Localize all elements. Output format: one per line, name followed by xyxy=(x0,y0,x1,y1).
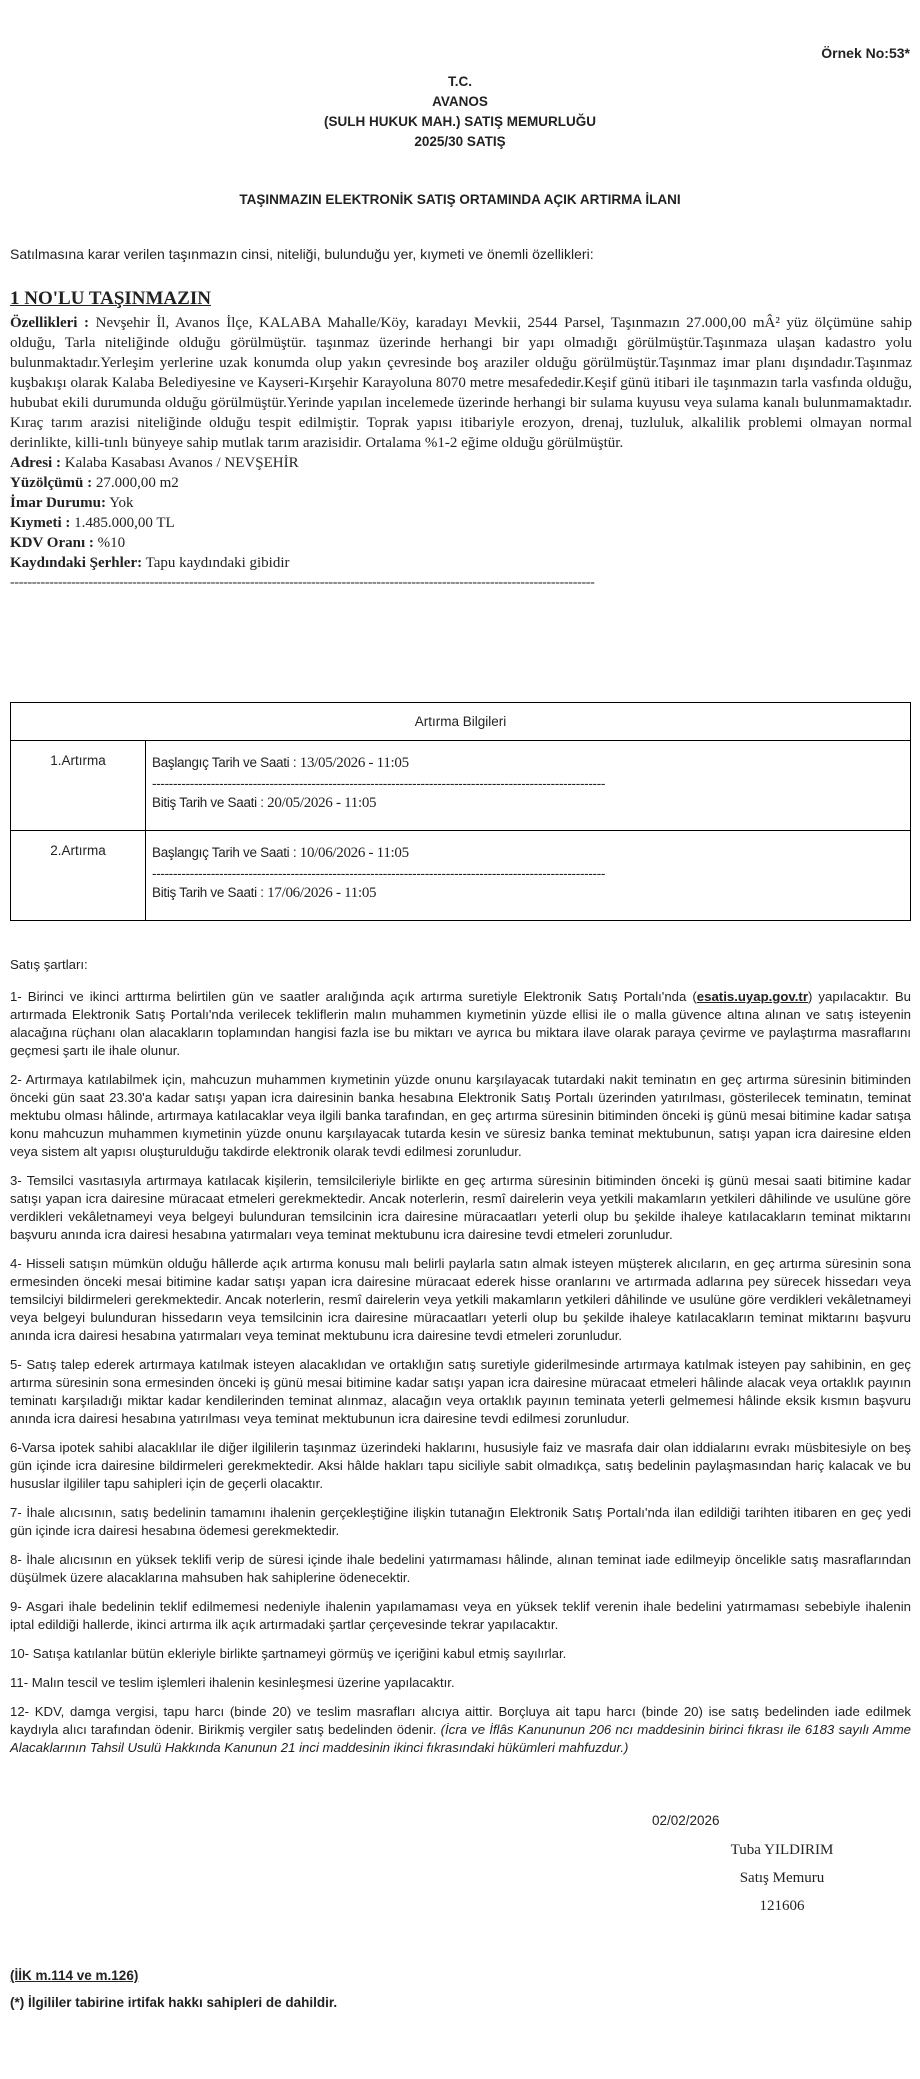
start-value: 13/05/2026 - 11:05 xyxy=(299,755,409,771)
intro-text: Satılmasına karar verilen taşınmazın cinsi, niteliği, bulunduğu yer, kıymeti ve önemli özellikleri: xyxy=(10,246,594,262)
vat-value: %10 xyxy=(97,535,126,551)
header-line-office: (SULH HUKUK MAH.) SATIŞ MEMURLUĞU xyxy=(324,114,596,129)
end-label: Bitiş Tarih ve Saati : xyxy=(152,795,264,810)
auction-round-label: 1.Artırma xyxy=(11,741,146,831)
terms-heading: Satış şartları: xyxy=(10,957,88,972)
features-text: Nevşehir İl, Avanos İlçe, KALABA Mahalle/Köy, karadayı Mevkii, 2544 Parsel, Taşınmazın 27.000,00 mÂ² yüz ölçümüne sahip olduğu, Tarla niteliğinde olduğu görülmüştür. taşınmaz üzerinde herhangi bir yapı olmadığı görülmüştür.Taşınmaza ulaşan kadastro yolu bulunmaktadır.Yerleşim yerlerine uzak konumda olup yakın çevresinde boş araziler olduğu görülmüştür.Taşınmaz imar planı dışındadır.Taşınmaz kuşbakışı olarak Kalaba Belediyesine ve Kayseri-Kırşehir Karayoluna 8070 metre mesafededir.Keşif günü itibari ile taşınmazın tarla vasfında olduğu, hububat ekili durumunda olduğu görülmüştür.Yerinde yapılan incelemede üzerinde herhangi bir sulama kuyusu veya sulama kanalı bulunmamaktadır. Kıraç tarım arazisi niteliğinde olduğu tespit edilmiştir. Toprak yapısı itibariyle erozyon, drenaj, tuzluluk, alkalilik problemi olmayan normal derinlikte, killi-tınlı bünyeye sahip mutlak tarım arazisidir. Ortalama %1-2 eğime olduğu görülmüştür. xyxy=(10,315,913,451)
footnote: (*) İlgililer tabirine irtifak hakkı sahipleri de dahildir. xyxy=(10,1995,338,2010)
start-label: Başlangıç Tarih ve Saati : xyxy=(152,755,297,770)
property-heading: 1 NO'LU TAŞINMAZIN xyxy=(10,288,211,309)
auction-info-table xyxy=(10,702,911,921)
annotations-value: Tapu kaydındaki gibidir xyxy=(145,555,290,571)
term-1-text-before: 1- Birinci ve ikinci arttırma belirtilen gün ve saatler aralığında açık artırma suretiyle Elektronik Satış Portalı'nda ( xyxy=(10,989,697,1004)
start-value: 10/06/2026 - 11:05 xyxy=(299,845,409,861)
term-1-text-after: ) yapılacaktır. Bu artırmada Elektronik Satış Portalı'nda verilecek tekliflerin malın muhammen kıymetinin yüzde ellisi ile o malla güvence altına alınan ve satış isteyenin alacağına rüçhanı olan alacakların toplamından hangisi fazla ise bu miktarı ve ayrıca bu miktara ilave olarak paraya çevirme ve paylaştırma masraflarını geçmesi şartı ile ihale olunur. xyxy=(10,989,911,1058)
term-2: 2- Artırmaya katılabilmek için, mahcuzun muhammen kıymetinin yüzde onunu karşılayacak tutardaki nakit teminatın en geç artırma süresinin bitiminden önceki gün saat 23.30'a kadar satışı yapan icra dairesinin banka hesabına Elektronik Satış Portalı üzerinden yatırılması, gösterilecek teminatın, teminat mektubu olması hâlinde, artırmaya katılacaklar veya ilgili banka tarafından, en geç artırma süresinin bitiminden önceki iş günü mesai bitimine kadar satışa konu mahcuzun muhammen kıymetinin yüzde onunu karşılayacak tutarda kesin ve süresiz banka teminat mektubunun, satışı yapan icra dairesine elden veya sistem alt yapısı oluşturulduğu takdirde elektronik olarak tevdi edilmesi zorunludur. xyxy=(10,1072,911,1159)
value-label: Kıymeti : xyxy=(10,515,71,531)
term-5: 5- Satış talep ederek artırmaya katılmak isteyen alacaklıdan ve ortaklığın satış suretiyle giderilmesinde artırmaya katılmak isteyen pay sahibinin, en geç artırma süresinin sona ermesinden önceki iş günü mesai bitimine kadar satışı yapan icra dairesine müracaat etmeleri hâlinde alacak veya ortaklık payının teminatı karşıladığı miktar kadar kendilerinden teminat alınmaz, alacağın veya ortaklık payının teminata yeterli gelmemesi hâlinde eksik kısmın başvuru anında icra dairesi hesabına yatırılması veya teminat mektubunun icra dairesine tevdi edilmesi zorunludur. xyxy=(10,1357,911,1426)
property-divider: -------------------------------------------------------------------------------------------------------------------------------------- xyxy=(10,575,595,590)
auction-dates xyxy=(146,831,911,921)
property-vat xyxy=(10,533,912,553)
sale-terms xyxy=(10,956,911,1768)
term-12-text: 12- KDV, damga vergisi, tapu harcı (binde 20) ve teslim masrafları alıcıya aittir. Borçluya ait tapu harcı (binde 20) ise satış bedelinden iade edilmek kaydıyla alıcı tarafından ödenir. Birikmiş vergiler satış bedelinden ödenir. xyxy=(10,1704,911,1737)
term-3: 3- Temsilci vasıtasıyla artırmaya katılacak kişilerin, temsilcileriyle birlikte en geç artırma süresinin bitiminden önceki iş günü mesai saati bitimine kadar satışı yapan icra dairesine müracaat etmeleri gerekmektedir. Ancak noterlerin, resmî dairelerin veya yetkili makamların yetkileri dâhilinde ve usulüne göre verdikleri vekâletnameyi veya belgeyi bulunduran temsilcinin icra dairesine müracaatları yeterli olup bu şekilde ihaleye katılacakların teminat miktarını başvuru anında icra dairesi hesabına yatırmaları veya teminat mektubunu icra dairesine tevdi etmeleri zorunludur. xyxy=(10,1173,911,1242)
header-line-tc: T.C. xyxy=(447,74,472,89)
property-features xyxy=(10,313,912,453)
end-value: 20/05/2026 - 11:05 xyxy=(267,795,377,811)
property-value xyxy=(10,513,912,533)
auction-row xyxy=(11,831,911,921)
announcement-title: TAŞINMAZIN ELEKTRONİK SATIŞ ORTAMINDA AÇIK ARTIRMA İLANI xyxy=(239,192,681,207)
end-datetime xyxy=(152,795,904,812)
zoning-label: İmar Durumu: xyxy=(10,495,106,511)
end-label: Bitiş Tarih ve Saati : xyxy=(152,885,264,900)
term-8: 8- İhale alıcısının en yüksek teklifi verip de süresi içinde ihale bedelini yatırmaması hâlinde, alınan teminat iade edilmeyip öncelikle satış masraflarından düşülmek üzere alacaklarına mahsuben hak sahiplerine ödenecektir. xyxy=(10,1552,911,1585)
law-reference: (İİK m.114 ve m.126) xyxy=(10,1968,139,1983)
header-line-city: AVANOS xyxy=(432,94,488,109)
auction-table-header: Artırma Bilgileri xyxy=(11,703,911,741)
property-zoning xyxy=(10,493,912,513)
term-7: 7- İhale alıcısının, satış bedelinin tamamını ihalenin gerçekleştiğine ilişkin tutanağın Elektronik Satış Portalı'nda ilan edildiği tarihten itibaren en geç yedi gün içinde icra dairesi hesabına ödemesi gerekmektedir. xyxy=(10,1505,911,1538)
area-value: 27.000,00 m2 xyxy=(95,475,179,491)
address-label: Adresi : xyxy=(10,455,61,471)
signature-date: 02/02/2026 xyxy=(652,1813,720,1828)
value-amount: 1.485.000,00 TL xyxy=(74,515,175,531)
signer-title: Satış Memuru xyxy=(739,1870,825,1886)
dates-divider: ------------------------------------------------------------------------------------------------------------ xyxy=(152,776,606,791)
start-datetime xyxy=(152,755,904,772)
end-value: 17/06/2026 - 11:05 xyxy=(267,885,377,901)
term-1 xyxy=(10,988,911,1060)
dates-divider: ------------------------------------------------------------------------------------------------------------ xyxy=(152,866,606,881)
property-annotations xyxy=(10,553,912,573)
sample-number: Örnek No:53* xyxy=(821,45,910,61)
term-4: 4- Hisseli satışın mümkün olduğu hâllerde açık artırma konusu malı belirli paylarla satın almak isteyen müşterek alıcıların, en geç artırma süresinin sona ermesinden önceki mesai bitimine kadar satışı yapan icra dairesine müracaat ederek hisse oranlarını ve artırmada adlarına pey sürecek hissedarı veya temsilciyi bildirmeleri gerekmektedir. Ancak noterlerin, resmî dairelerin veya yetkili makamların yetkileri dâhilinde ve usulüne göre verdikleri vekâletnameyi veya belgeyi bulunduran hissedarın veya temsilcinin icra dairesine müracaatları yeterli olup bu şekilde ihaleye katılacakların teminat miktarını başvuru anında icra dairesi hesabına yatırmaları veya teminat mektubunu icra dairesine tevdi etmeleri zorunludur. xyxy=(10,1256,911,1343)
term-11: 11- Malın tescil ve teslim işlemleri ihalenin kesinleşmesi üzerine yapılacaktır. xyxy=(10,1675,455,1690)
signer-id: 121606 xyxy=(759,1898,805,1914)
area-label: Yüzölçümü : xyxy=(10,475,93,491)
term-12 xyxy=(10,1703,911,1757)
header-line-file-no: 2025/30 SATIŞ xyxy=(414,134,506,149)
end-datetime xyxy=(152,885,904,902)
property-area xyxy=(10,473,912,493)
zoning-value: Yok xyxy=(109,495,134,511)
term-12-legal-note: (İcra ve İflâs Kanununun 206 ncı maddesinin birinci fıkrası ile 6183 sayılı Amme Alacaklarının Tahsil Usulü Hakkında Kanunun 21 inci maddesinin ikinci fıkrasındaki hükümleri mahfuzdur.) xyxy=(10,1722,912,1755)
vat-label: KDV Oranı : xyxy=(10,535,94,551)
term-9: 9- Asgari ihale bedelinin teklif edilmemesi nedeniyle ihalenin yapılamaması veya en yüksek teklif verenin ihale bedelini yatırmaması sebebiyle ihalenin iptal edildiği hallerde, ikinci artırma ilk açık artırmadaki şartlar çerçevesinde tekrar yapılacaktır. xyxy=(10,1599,911,1632)
auction-row xyxy=(11,741,911,831)
annotations-label: Kaydındaki Şerhler: xyxy=(10,555,143,571)
auction-round-label: 2.Artırma xyxy=(11,831,146,921)
property-address xyxy=(10,453,912,473)
start-datetime xyxy=(152,845,904,862)
office-header xyxy=(0,72,920,152)
signer-name: Tuba YILDIRIM xyxy=(730,1842,834,1858)
property-details xyxy=(10,313,912,593)
address-value: Kalaba Kasabası Avanos / NEVŞEHİR xyxy=(64,455,299,471)
term-6: 6-Varsa ipotek sahibi alacaklılar ile diğer ilgililerin taşınmaz üzerindeki haklarını, hususiyle faiz ve masrafa dair olan iddialarını evrakı müsbitesiyle on beş gün içinde icra dairesine bildirmeleri gerekmektedir. Aksi hâlde hakları tapu siciliyle sabit olmadıkça, satış bedelinin paylaşmasından hariç kalacak ve bu hususlar ilgililer tapu sahipleri için de geçerli olacaktır. xyxy=(10,1440,911,1491)
esatis-portal-link[interactable]: esatis.uyap.gov.tr xyxy=(696,989,808,1004)
features-label: Özellikleri : xyxy=(10,315,90,331)
auction-dates xyxy=(146,741,911,831)
start-label: Başlangıç Tarih ve Saati : xyxy=(152,845,297,860)
term-10: 10- Satışa katılanlar bütün ekleriyle birlikte şartnameyi görmüş ve içeriğini kabul etmiş sayılırlar. xyxy=(10,1646,567,1661)
